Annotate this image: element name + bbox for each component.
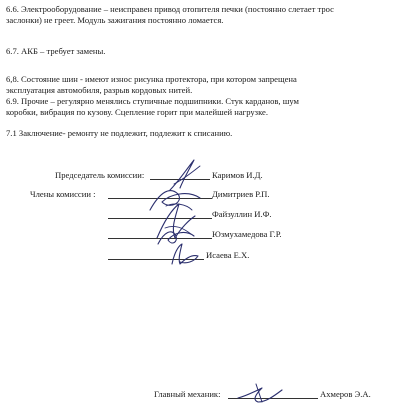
item-6-8-line2: эксплуатация автомобиля, разрыв кордовых нитей. bbox=[6, 85, 193, 95]
item-6-9-line1: 6.9. Прочие – регулярно менялись ступичные подшипники. Стук карданов, шум bbox=[6, 96, 299, 106]
item-6-7-line1: 6.7. АКБ – требует замены. bbox=[6, 46, 106, 56]
item-7-1 bbox=[6, 128, 396, 139]
member-1-name: Димитриев Р.П. bbox=[212, 189, 270, 199]
mechanic-signature bbox=[232, 372, 292, 408]
item-6-9 bbox=[6, 96, 396, 118]
item-6-9-line2: коробки, вибрация по кузову. Сцепление горит при малейшей нагрузке. bbox=[6, 107, 268, 117]
member-4-signature bbox=[162, 240, 206, 270]
item-6-6 bbox=[6, 4, 396, 26]
member-2-name: Файзуллин И.Ф. bbox=[212, 209, 272, 219]
item-6-8-line1: 6,8. Состояние шин - имеют износ рисунка протектора, при котором запрещена bbox=[6, 74, 297, 84]
item-7-1-line1: 7.1 Заключение- ремонту не подлежит, подлежит к списанию. bbox=[6, 128, 233, 138]
chairman-label: Председатель комиссии: bbox=[55, 170, 145, 180]
chairman-name: Каримов И.Д. bbox=[212, 170, 263, 180]
item-6-6-line2: заслонки) не греет. Модуль зажигания постоянно ломается. bbox=[6, 15, 224, 25]
mechanic-label: Главный механик: bbox=[154, 389, 221, 399]
item-6-8 bbox=[6, 74, 396, 96]
mechanic-name: Ахмеров Э.А. bbox=[320, 389, 371, 399]
member-3-name: Юзмухамедова Г.Р. bbox=[212, 229, 282, 239]
members-label: Члены комиссии : bbox=[30, 189, 96, 199]
item-6-7 bbox=[6, 46, 396, 57]
item-6-6-line1: 6.6. Электрооборудование – неисправен привод отопителя печки (постоянно слетает трос bbox=[6, 4, 335, 14]
member-4-name: Исаева Е.Х. bbox=[206, 250, 250, 260]
